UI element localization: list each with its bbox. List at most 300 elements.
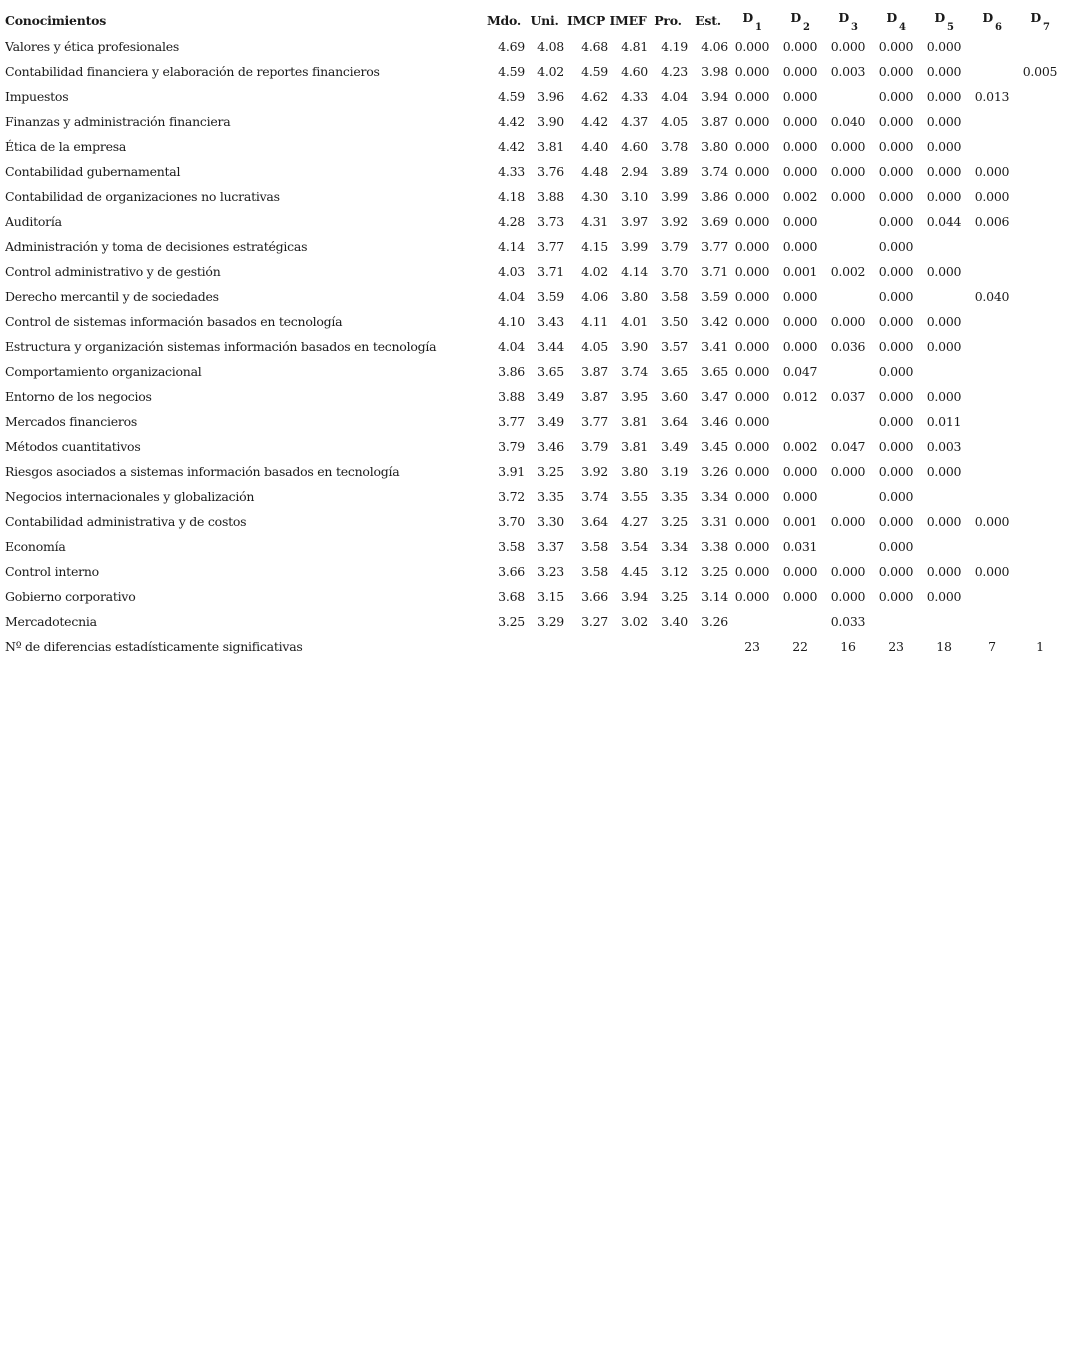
diff-cell xyxy=(1016,434,1064,459)
diff-cell xyxy=(1016,234,1064,259)
stat-cell: 3.79 xyxy=(581,439,608,454)
stat-cell: 2.94 xyxy=(621,164,648,179)
stat-cell: 3.43 xyxy=(537,314,564,329)
diff-cell xyxy=(920,359,968,384)
stat-cell: 4.60 xyxy=(621,64,648,79)
diff-cell xyxy=(920,484,968,509)
stat-cell: 4.62 xyxy=(581,89,608,104)
diff-cell xyxy=(776,409,824,434)
table-row xyxy=(5,409,1064,434)
table-row xyxy=(5,534,1064,559)
stat-cell: 4.14 xyxy=(621,264,648,279)
stat-cell: 4.01 xyxy=(621,314,648,329)
diff-cell: 0.000 xyxy=(926,264,962,279)
header-diff-letter: D xyxy=(838,9,849,25)
diff-cell: 0.000 xyxy=(878,389,914,404)
table-row xyxy=(5,209,1064,234)
table-row xyxy=(5,259,1064,284)
diff-cell: 0.000 xyxy=(926,164,962,179)
stat-cell: 3.72 xyxy=(498,489,525,504)
diff-cell: 0.000 xyxy=(734,39,770,54)
diff-cell: 0.000 xyxy=(782,239,818,254)
stat-cell: 3.46 xyxy=(537,439,564,454)
stat-cell: 3.86 xyxy=(701,189,728,204)
stat-cell: 3.95 xyxy=(621,389,648,404)
diff-cell: 0.000 xyxy=(878,464,914,479)
diff-cell: 0.000 xyxy=(926,39,962,54)
stat-cell: 3.38 xyxy=(701,539,728,554)
diff-cell: 0.000 xyxy=(782,589,818,604)
diff-cell xyxy=(1016,309,1064,334)
stat-cell: 3.27 xyxy=(581,614,608,629)
row-label: Métodos cuantitativos xyxy=(5,439,141,454)
diff-cell xyxy=(1016,609,1064,634)
header-diff-6 xyxy=(968,6,1016,34)
row-label: Valores y ética profesionales xyxy=(5,39,180,54)
diff-cell: 0.011 xyxy=(926,414,962,429)
row-label: Auditoría xyxy=(5,214,62,229)
stat-cell: 4.48 xyxy=(581,164,608,179)
stat-cell: 3.70 xyxy=(498,514,525,529)
table-row xyxy=(5,309,1064,334)
row-label: Riesgos asociados a sistemas información basados en tecnología xyxy=(5,464,400,479)
diff-cell xyxy=(1016,359,1064,384)
knowledge-table xyxy=(5,6,1064,659)
stat-cell: 4.08 xyxy=(537,39,564,54)
diff-cell: 0.000 xyxy=(782,114,818,129)
stat-cell: 3.80 xyxy=(621,289,648,304)
row-label: Derecho mercantil y de sociedades xyxy=(5,289,219,304)
table-header xyxy=(5,6,1064,34)
stat-cell: 3.12 xyxy=(661,564,688,579)
diff-cell: 0.000 xyxy=(974,189,1010,204)
stat-cell: 4.33 xyxy=(498,164,525,179)
stat-cell: 3.92 xyxy=(661,214,688,229)
stat-cell: 4.31 xyxy=(581,214,608,229)
diff-cell: 0.005 xyxy=(1022,64,1058,79)
row-label: Ética de la empresa xyxy=(5,139,127,154)
stat-cell: 3.99 xyxy=(661,189,688,204)
diff-cell: 0.036 xyxy=(830,339,866,354)
stat-cell: 4.03 xyxy=(498,264,525,279)
diff-cell xyxy=(968,34,1016,59)
diff-cell xyxy=(968,234,1016,259)
stat-cell: 3.34 xyxy=(701,489,728,504)
stat-cell: 3.65 xyxy=(701,364,728,379)
stat-cell: 3.49 xyxy=(661,439,688,454)
stat-cell: 3.35 xyxy=(661,489,688,504)
stat-cell: 3.87 xyxy=(701,114,728,129)
diff-cell: 0.000 xyxy=(830,39,866,54)
diff-cell xyxy=(1016,334,1064,359)
diff-cell: 0.000 xyxy=(734,489,770,504)
diff-cell: 0.000 xyxy=(734,314,770,329)
stat-cell: 3.64 xyxy=(661,414,688,429)
diff-cell xyxy=(1016,409,1064,434)
diff-cell xyxy=(968,59,1016,84)
diff-cell: 0.000 xyxy=(878,339,914,354)
stat-cell: 3.50 xyxy=(661,314,688,329)
empty-cell xyxy=(483,634,525,659)
diff-cell: 0.001 xyxy=(782,264,818,279)
header-stat-6: Est. xyxy=(695,12,721,28)
row-label: Control de sistemas información basados en tecnología xyxy=(5,314,343,329)
diff-cell xyxy=(968,109,1016,134)
diff-cell xyxy=(1016,534,1064,559)
header-diff-subscript: 1 xyxy=(754,21,762,33)
stat-cell: 3.54 xyxy=(621,539,648,554)
table-row xyxy=(5,609,1064,634)
diff-cell: 0.006 xyxy=(974,214,1010,229)
diff-cell xyxy=(1016,109,1064,134)
stat-cell: 3.41 xyxy=(701,339,728,354)
diff-cell xyxy=(1016,134,1064,159)
diff-cell: 0.000 xyxy=(734,264,770,279)
header-diff-1 xyxy=(728,6,776,34)
row-label: Negocios internacionales y globalización xyxy=(5,489,255,504)
diff-cell: 0.000 xyxy=(878,239,914,254)
diff-cell: 0.000 xyxy=(734,189,770,204)
stat-cell: 3.10 xyxy=(621,189,648,204)
stat-cell: 3.42 xyxy=(701,314,728,329)
stat-cell: 3.80 xyxy=(621,464,648,479)
table-row xyxy=(5,59,1064,84)
row-label: Administración y toma de decisiones estratégicas xyxy=(5,239,308,254)
diff-cell: 0.000 xyxy=(878,114,914,129)
header-diff-3 xyxy=(824,6,872,34)
table-row xyxy=(5,434,1064,459)
header-stat-1: Mdo. xyxy=(486,12,522,28)
diff-cell: 0.002 xyxy=(782,439,818,454)
stat-cell: 4.05 xyxy=(661,114,688,129)
diff-cell: 0.001 xyxy=(782,514,818,529)
diff-cell: 0.000 xyxy=(878,164,914,179)
header-diff-7 xyxy=(1016,6,1064,34)
diff-cell: 0.000 xyxy=(878,364,914,379)
table-row xyxy=(5,84,1064,109)
stat-cell: 3.30 xyxy=(537,514,564,529)
stat-cell: 3.37 xyxy=(537,539,564,554)
stat-cell: 3.81 xyxy=(621,414,648,429)
stat-cell: 4.02 xyxy=(537,64,564,79)
empty-cell xyxy=(688,634,728,659)
diff-cell xyxy=(968,334,1016,359)
diff-cell: 0.000 xyxy=(782,64,818,79)
stat-cell: 3.76 xyxy=(537,164,564,179)
stat-cell: 3.73 xyxy=(537,214,564,229)
table-row xyxy=(5,384,1064,409)
row-label: Gobierno corporativo xyxy=(5,589,136,604)
row-label: Estructura y organización sistemas información basados en tecnología xyxy=(5,339,437,354)
stat-cell: 3.96 xyxy=(537,89,564,104)
diff-cell: 0.000 xyxy=(878,514,914,529)
diff-cell: 0.000 xyxy=(878,89,914,104)
stat-cell: 4.59 xyxy=(498,89,525,104)
total-diff-cell: 7 xyxy=(988,639,996,654)
diff-cell: 0.000 xyxy=(734,589,770,604)
diff-cell: 0.000 xyxy=(734,364,770,379)
diff-cell: 0.000 xyxy=(782,464,818,479)
stat-cell: 3.90 xyxy=(537,114,564,129)
header-diff-subscript: 7 xyxy=(1042,21,1050,33)
header-diff-subscript: 3 xyxy=(850,21,858,33)
row-label: Impuestos xyxy=(5,89,69,104)
diff-cell: 0.000 xyxy=(926,514,962,529)
stat-cell: 4.60 xyxy=(621,139,648,154)
row-label: Economía xyxy=(5,539,66,554)
diff-cell: 0.000 xyxy=(782,564,818,579)
diff-cell: 0.000 xyxy=(782,39,818,54)
stat-cell: 3.49 xyxy=(537,389,564,404)
diff-cell: 0.000 xyxy=(734,539,770,554)
stat-cell: 3.47 xyxy=(701,389,728,404)
diff-cell: 0.000 xyxy=(782,314,818,329)
row-label: Control administrativo y de gestión xyxy=(5,264,221,279)
stat-cell: 3.90 xyxy=(621,339,648,354)
stat-cell: 4.10 xyxy=(498,314,525,329)
row-label: Mercadotecnia xyxy=(5,614,97,629)
stat-cell: 3.74 xyxy=(701,164,728,179)
diff-cell: 0.000 xyxy=(878,489,914,504)
diff-cell xyxy=(1016,384,1064,409)
diff-cell: 0.000 xyxy=(734,514,770,529)
total-label: Nº de diferencias estadísticamente significativas xyxy=(5,639,303,654)
diff-cell: 0.000 xyxy=(734,214,770,229)
diff-cell: 0.000 xyxy=(878,139,914,154)
diff-cell: 0.033 xyxy=(830,614,866,629)
stat-cell: 4.05 xyxy=(581,339,608,354)
diff-cell: 0.003 xyxy=(830,64,866,79)
diff-cell: 0.002 xyxy=(782,189,818,204)
total-diff-cell: 16 xyxy=(840,639,856,654)
stat-cell: 3.15 xyxy=(537,589,564,604)
row-label: Entorno de los negocios xyxy=(5,389,152,404)
table-row xyxy=(5,334,1064,359)
stat-cell: 3.94 xyxy=(621,589,648,604)
diff-cell xyxy=(920,234,968,259)
total-row xyxy=(5,634,1064,659)
diff-cell: 0.000 xyxy=(878,289,914,304)
total-diff-cell: 23 xyxy=(744,639,760,654)
header-row xyxy=(5,6,1064,34)
diff-cell: 0.037 xyxy=(830,389,866,404)
stat-cell: 4.06 xyxy=(701,39,728,54)
header-diff-letter: D xyxy=(1030,9,1041,25)
diff-cell xyxy=(824,234,872,259)
stat-cell: 3.71 xyxy=(701,264,728,279)
diff-cell xyxy=(968,534,1016,559)
stat-cell: 3.77 xyxy=(581,414,608,429)
stat-cell: 3.78 xyxy=(661,139,688,154)
stat-cell: 4.59 xyxy=(498,64,525,79)
table-row xyxy=(5,459,1064,484)
stat-cell: 3.81 xyxy=(621,439,648,454)
empty-cell xyxy=(608,634,648,659)
diff-cell: 0.000 xyxy=(878,414,914,429)
diff-cell: 0.000 xyxy=(734,139,770,154)
table-row xyxy=(5,484,1064,509)
diff-cell: 0.002 xyxy=(830,264,866,279)
diff-cell: 0.000 xyxy=(734,414,770,429)
stat-cell: 3.46 xyxy=(701,414,728,429)
stat-cell: 3.58 xyxy=(661,289,688,304)
diff-cell xyxy=(968,259,1016,284)
diff-cell: 0.000 xyxy=(926,139,962,154)
diff-cell: 0.000 xyxy=(974,564,1010,579)
stat-cell: 3.66 xyxy=(498,564,525,579)
stat-cell: 3.87 xyxy=(581,364,608,379)
diff-cell: 0.000 xyxy=(926,589,962,604)
stat-cell: 3.65 xyxy=(661,364,688,379)
table-row xyxy=(5,559,1064,584)
total-diff-cell: 18 xyxy=(936,639,952,654)
diff-cell: 0.000 xyxy=(782,339,818,354)
header-diff-letter: D xyxy=(982,9,993,25)
stat-cell: 4.59 xyxy=(581,64,608,79)
diff-cell: 0.000 xyxy=(878,589,914,604)
diff-cell xyxy=(824,359,872,384)
diff-cell: 0.000 xyxy=(878,39,914,54)
diff-cell xyxy=(728,609,776,634)
diff-cell: 0.013 xyxy=(974,89,1010,104)
diff-cell: 0.000 xyxy=(782,164,818,179)
stat-cell: 3.98 xyxy=(701,64,728,79)
diff-cell: 0.000 xyxy=(830,314,866,329)
stat-cell: 3.49 xyxy=(537,414,564,429)
diff-cell: 0.000 xyxy=(878,189,914,204)
stat-cell: 4.19 xyxy=(661,39,688,54)
stat-cell: 3.59 xyxy=(537,289,564,304)
diff-cell: 0.000 xyxy=(926,89,962,104)
diff-cell xyxy=(1016,34,1064,59)
stat-cell: 4.28 xyxy=(498,214,525,229)
stat-cell: 3.80 xyxy=(701,139,728,154)
stat-cell: 4.23 xyxy=(661,64,688,79)
row-label: Mercados financieros xyxy=(5,414,138,429)
diff-cell xyxy=(968,409,1016,434)
empty-cell xyxy=(564,634,608,659)
diff-cell xyxy=(920,284,968,309)
stat-cell: 3.60 xyxy=(661,389,688,404)
stat-cell: 3.88 xyxy=(498,389,525,404)
stat-cell: 4.42 xyxy=(498,114,525,129)
stat-cell: 3.77 xyxy=(537,239,564,254)
diff-cell: 0.000 xyxy=(926,64,962,79)
diff-cell xyxy=(1016,584,1064,609)
stat-cell: 3.97 xyxy=(621,214,648,229)
stat-cell: 3.40 xyxy=(661,614,688,629)
stat-cell: 3.23 xyxy=(537,564,564,579)
stat-cell: 3.45 xyxy=(701,439,728,454)
diff-cell: 0.040 xyxy=(830,114,866,129)
diff-cell xyxy=(1016,209,1064,234)
stat-cell: 3.91 xyxy=(498,464,525,479)
stat-cell: 4.11 xyxy=(581,314,608,329)
stat-cell: 3.31 xyxy=(701,514,728,529)
stat-cell: 3.25 xyxy=(661,589,688,604)
stat-cell: 3.25 xyxy=(498,614,525,629)
stat-cell: 3.88 xyxy=(537,189,564,204)
table-row xyxy=(5,584,1064,609)
stat-cell: 4.04 xyxy=(498,339,525,354)
diff-cell xyxy=(824,484,872,509)
table-row xyxy=(5,134,1064,159)
stat-cell: 4.04 xyxy=(661,89,688,104)
stat-cell: 3.71 xyxy=(537,264,564,279)
header-stat-3: IMCP xyxy=(566,12,606,28)
stat-cell: 4.02 xyxy=(581,264,608,279)
header-stat-2: Uni. xyxy=(530,12,559,28)
diff-cell: 0.000 xyxy=(782,214,818,229)
stat-cell: 4.06 xyxy=(581,289,608,304)
diff-cell xyxy=(968,384,1016,409)
header-diff-5 xyxy=(920,6,968,34)
stat-cell: 3.77 xyxy=(701,239,728,254)
diff-cell: 0.000 xyxy=(974,514,1010,529)
diff-cell xyxy=(824,209,872,234)
table-row xyxy=(5,34,1064,59)
stat-cell: 3.58 xyxy=(581,564,608,579)
stat-cell: 4.18 xyxy=(498,189,525,204)
stat-cell: 3.86 xyxy=(498,364,525,379)
diff-cell xyxy=(968,309,1016,334)
stat-cell: 3.74 xyxy=(621,364,648,379)
header-diff-letter: D xyxy=(934,9,945,25)
diff-cell xyxy=(968,584,1016,609)
diff-cell: 0.000 xyxy=(734,564,770,579)
stat-cell: 3.66 xyxy=(581,589,608,604)
stat-cell: 3.69 xyxy=(701,214,728,229)
table-row xyxy=(5,359,1064,384)
empty-cell xyxy=(648,634,688,659)
diff-cell: 0.047 xyxy=(782,364,818,379)
diff-cell: 0.000 xyxy=(878,564,914,579)
diff-cell: 0.000 xyxy=(734,464,770,479)
diff-cell: 0.000 xyxy=(734,389,770,404)
stat-cell: 3.70 xyxy=(661,264,688,279)
diff-cell: 0.000 xyxy=(734,114,770,129)
stat-cell: 3.25 xyxy=(661,514,688,529)
table-row xyxy=(5,234,1064,259)
diff-cell xyxy=(968,434,1016,459)
diff-cell: 0.000 xyxy=(926,464,962,479)
stat-cell: 3.26 xyxy=(701,464,728,479)
stat-cell: 3.58 xyxy=(581,539,608,554)
diff-cell xyxy=(1016,559,1064,584)
row-label: Contabilidad gubernamental xyxy=(5,164,181,179)
table-row xyxy=(5,184,1064,209)
table-row xyxy=(5,509,1064,534)
diff-cell: 0.000 xyxy=(734,339,770,354)
diff-cell: 0.000 xyxy=(734,64,770,79)
stat-cell: 3.68 xyxy=(498,589,525,604)
diff-cell: 0.000 xyxy=(830,139,866,154)
diff-cell: 0.000 xyxy=(878,439,914,454)
stat-cell: 3.35 xyxy=(537,489,564,504)
stat-cell: 3.89 xyxy=(661,164,688,179)
diff-cell: 0.000 xyxy=(734,164,770,179)
stat-cell: 3.29 xyxy=(537,614,564,629)
header-diff-subscript: 2 xyxy=(802,21,810,33)
stat-cell: 3.94 xyxy=(701,89,728,104)
stat-cell: 4.15 xyxy=(581,239,608,254)
stat-cell: 3.25 xyxy=(701,564,728,579)
diff-cell xyxy=(1016,259,1064,284)
header-diff-2 xyxy=(776,6,824,34)
empty-cell xyxy=(525,634,564,659)
stat-cell: 3.55 xyxy=(621,489,648,504)
diff-cell: 0.000 xyxy=(926,564,962,579)
